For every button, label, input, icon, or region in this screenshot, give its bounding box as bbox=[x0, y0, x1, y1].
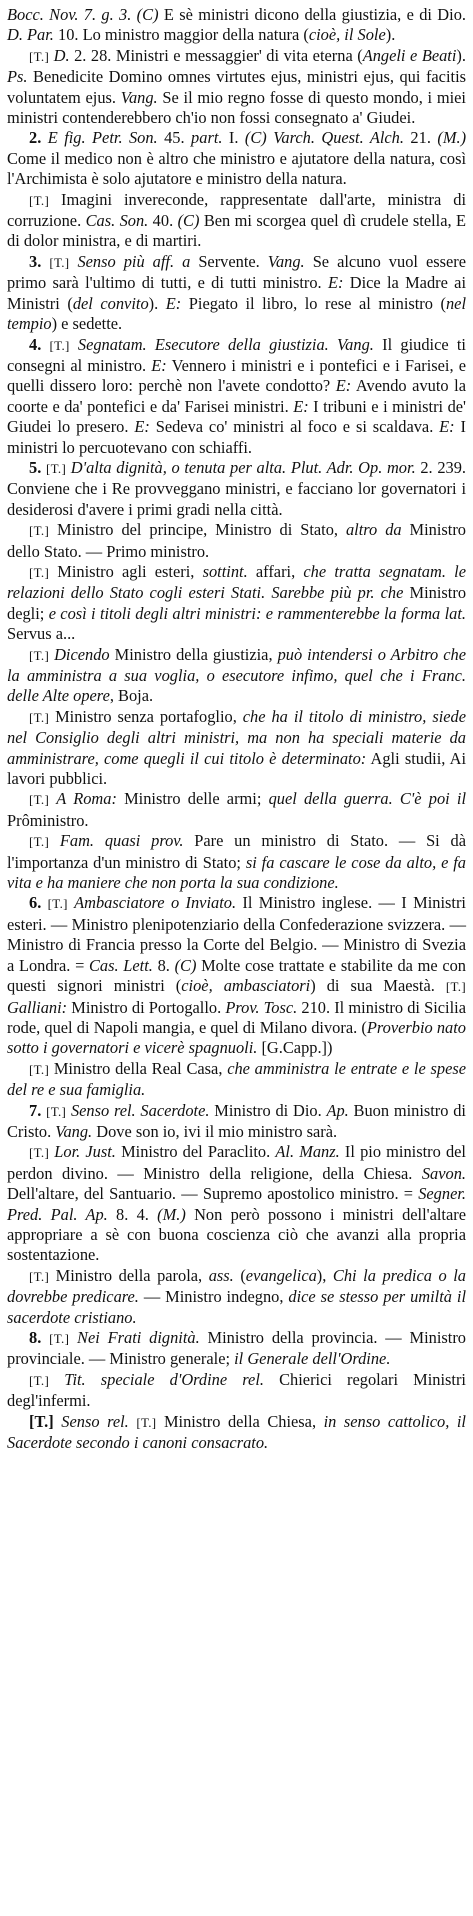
italic-text: Chi la predica o la dovrebbe predicare. bbox=[7, 1265, 466, 1307]
entry-paragraph bbox=[7, 789, 466, 831]
italic-text: Dicendo bbox=[54, 644, 110, 664]
italic-text: A Roma: bbox=[56, 789, 117, 809]
italic-text: Galliani: bbox=[7, 997, 68, 1017]
text-run: ). bbox=[148, 293, 166, 313]
italic-text: E: bbox=[293, 396, 309, 416]
entry-paragraph bbox=[7, 5, 466, 46]
text-run: Ministro della parola, bbox=[49, 1265, 209, 1285]
italic-text: E: bbox=[439, 417, 455, 437]
text-run: ( bbox=[233, 1265, 246, 1285]
text-run: Benedicite Domino omnes virtutes ejus, ministri ejus, qui facitis voluntatem ejus. bbox=[7, 67, 466, 107]
text-run bbox=[69, 1328, 77, 1347]
text-run: — Ministro indegno, bbox=[138, 1287, 289, 1307]
entry-paragraph bbox=[7, 645, 466, 707]
italic-text: cioè, ambasciatori bbox=[181, 976, 311, 996]
entry-paragraph bbox=[7, 893, 466, 1058]
entry-paragraph bbox=[7, 1412, 466, 1454]
italic-text: Ambasciatore o Inviato. bbox=[74, 893, 237, 913]
italic-text: che tratta segnatam. le relazioni dello Stato cogli esteri Stati. Sarebbe più pr. che bbox=[7, 561, 466, 603]
entry-paragraph bbox=[7, 458, 466, 520]
text-run: ) di sua Maestà. bbox=[310, 976, 446, 996]
text-run: I ministri lo percuotevano con schiaffi. bbox=[7, 417, 466, 457]
section-number: 2. bbox=[29, 128, 42, 148]
text-run: Ben mi scorgea quel dì crudele stella, E di dolor ministra, e di martiri. bbox=[7, 211, 467, 251]
text-run: Chierici regolari Ministri degl'infermi. bbox=[7, 1369, 466, 1411]
entry-paragraph bbox=[7, 128, 466, 189]
italic-text: D. bbox=[53, 45, 70, 65]
text-run: I. bbox=[222, 128, 245, 148]
source-tag: [T.] bbox=[47, 896, 68, 912]
text-run: 10. Lo ministro maggior della natura ( bbox=[53, 25, 309, 45]
text-run: Se il mio regno fosse di questo mondo, i miei ministri contenderebbero ch'io non fossi consegnato a' Giudei. bbox=[7, 87, 466, 128]
italic-text: dice se stesso per umiltà il sacerdote cristiano. bbox=[7, 1287, 467, 1327]
text-run: Agli studii, Ai lavori pubblici. bbox=[7, 748, 467, 789]
italic-text: Fam. quasi prov. bbox=[59, 831, 184, 851]
italic-text: Lor. Just. bbox=[54, 1142, 116, 1162]
source-tag: [T.] bbox=[46, 1103, 67, 1119]
text-run bbox=[49, 1370, 64, 1389]
text-run bbox=[41, 1328, 49, 1347]
text-run: ). bbox=[456, 45, 466, 65]
text-run: 2. 28. Ministri e messaggier' di vita eterna ( bbox=[69, 45, 363, 65]
source-tag: [T.] bbox=[29, 709, 50, 725]
text-run: Avendo avuto la coorte e da' pontefici e da' Farisei ministri. bbox=[7, 376, 466, 416]
text-run: Ministro di Dio. bbox=[209, 1100, 327, 1120]
entry-paragraph bbox=[7, 1370, 466, 1412]
italic-text: E: bbox=[134, 417, 150, 437]
entry-paragraph bbox=[7, 1101, 466, 1143]
text-run: Buon ministro di Cristo. bbox=[7, 1100, 466, 1141]
italic-text: D. Par. bbox=[7, 25, 54, 45]
source-tag: [T.] bbox=[29, 792, 50, 808]
text-run: Molte cose trattate e stabilite da me con questi signori ministri ( bbox=[7, 955, 466, 996]
text-run: Il pio ministro del perdon divino. — Ministro della religione, della Chiesa. bbox=[7, 1142, 466, 1183]
section-number: 3. bbox=[29, 251, 42, 271]
entry-paragraph bbox=[7, 46, 466, 129]
entry-paragraph bbox=[7, 335, 466, 458]
source-tag: [T.] bbox=[45, 460, 67, 476]
italic-text: Vang. bbox=[120, 87, 158, 107]
text-run: 8. 4. bbox=[107, 1204, 158, 1224]
section-number: 8. bbox=[29, 1328, 42, 1347]
text-run: Ministro di Portogallo. bbox=[67, 997, 226, 1017]
text-run: Ministro della Chiesa, bbox=[156, 1411, 324, 1431]
italic-text: Proverbio nato sotto i governatori e vicerè spagnuoli. bbox=[7, 1017, 467, 1058]
section-number: 6. bbox=[29, 893, 42, 913]
source-tag: [T.] bbox=[29, 1372, 50, 1388]
text-run: Come il medico non è altro che ministro e ajutatore della natura, così l'Archimista è solo ajutatore e ministro della natura. bbox=[7, 148, 466, 189]
text-run: Non però possono i ministri dell'altare appropriare a sè con buona coscienza ciò che avanzi alla propria sostentazione. bbox=[7, 1204, 466, 1265]
text-run: Ministro della provincia. — Ministro provinciale. — Ministro generale; bbox=[7, 1328, 466, 1369]
italic-text: Nei Frati dignità. bbox=[77, 1328, 200, 1347]
text-run: Ministro dello Stato. — Primo ministro. bbox=[7, 520, 466, 561]
text-run: ). bbox=[385, 25, 396, 45]
italic-text: può intendersi o Arbitro che la amministra a sua voglia, o esecutore infimo, quel che i Franc. delle Alte opere bbox=[7, 644, 466, 706]
italic-text: che amministra le entrate e le spese del re e sua famiglia. bbox=[7, 1058, 466, 1100]
entry-paragraph bbox=[7, 190, 466, 252]
text-run: ), bbox=[316, 1265, 333, 1285]
section-number: 5. bbox=[29, 457, 42, 477]
text-run: Sedeva co' ministri al foco e si scaldava. bbox=[149, 417, 440, 437]
italic-text: Vang. bbox=[55, 1121, 93, 1141]
text-run: Se alcuno vuol essere primo sarà l'ultimo di tutti, e di tutti ministro. bbox=[7, 251, 467, 293]
italic-text: (M.) bbox=[157, 1204, 186, 1224]
text-run: Piegato il libro, lo rese al ministro ( bbox=[181, 293, 446, 313]
italic-text: Savon. bbox=[421, 1163, 466, 1183]
italic-text: evangelica bbox=[245, 1265, 317, 1285]
text-run bbox=[41, 335, 49, 354]
text-run: Ministro del principe, Ministro di Stato, bbox=[49, 520, 346, 540]
italic-text: (M.) bbox=[437, 128, 467, 148]
source-tag: [T.] bbox=[29, 48, 50, 64]
text-run bbox=[70, 335, 78, 354]
source-tag: [T.] bbox=[136, 1414, 157, 1430]
entry-paragraph bbox=[7, 520, 466, 562]
italic-text: Prov. Tosc. bbox=[225, 997, 298, 1017]
italic-text: Senso rel. Sacerdote. bbox=[70, 1100, 210, 1120]
entry-paragraph bbox=[7, 707, 466, 790]
italic-text: (C) bbox=[177, 211, 200, 231]
text-run: 21. bbox=[403, 128, 438, 148]
text-run: Il giudice ti consegni al ministro. bbox=[7, 334, 466, 375]
italic-text: (C) bbox=[174, 955, 197, 975]
italic-text: Tit. speciale d'Ordine rel. bbox=[64, 1369, 264, 1389]
entry-paragraph bbox=[7, 1142, 466, 1265]
italic-text: sottint. bbox=[202, 561, 248, 581]
source-tag: [T.] bbox=[49, 254, 70, 270]
text-run: affari, bbox=[247, 561, 304, 581]
text-run: 8. bbox=[152, 955, 175, 975]
italic-text: E: bbox=[327, 273, 344, 293]
text-run: Ministro del Paraclito. bbox=[115, 1142, 276, 1162]
source-tag: [T.] bbox=[49, 1331, 70, 1346]
italic-text: E: bbox=[335, 376, 352, 396]
text-run: , Boja. bbox=[109, 686, 154, 706]
italic-text: cioè, il Sole bbox=[308, 25, 386, 45]
text-run: Ministro degli; bbox=[7, 583, 467, 623]
italic-text: si fa cascare le cose da alto, e fa vita e ha maniere che non porta la sua condizione. bbox=[7, 852, 466, 893]
text-run bbox=[49, 831, 60, 850]
italic-text: E: bbox=[151, 355, 167, 375]
source-tag: [T.] bbox=[29, 1268, 50, 1284]
source-tag: [T.] bbox=[29, 1061, 50, 1077]
entry-paragraph bbox=[7, 562, 466, 645]
section-number: 4. bbox=[29, 334, 42, 354]
italic-text: Al. Manz. bbox=[275, 1142, 340, 1162]
text-run: 45. bbox=[157, 128, 192, 148]
entry-paragraph bbox=[7, 831, 466, 893]
text-run: I tribuni e i ministri de' Giudei lo presero. bbox=[7, 396, 467, 437]
italic-text: D'alta dignità, o tenuta per alta. Plut. Adr. Op. mor. bbox=[70, 457, 416, 477]
source-tag: [T.] bbox=[49, 337, 70, 353]
entry-paragraph bbox=[7, 1328, 466, 1370]
section-number: [T.] bbox=[29, 1411, 54, 1431]
italic-text: in senso cattolico, il Sacerdote secondo i canoni consacrato. bbox=[7, 1411, 466, 1453]
section-number: 7. bbox=[29, 1100, 42, 1120]
italic-text: Cas. Lett. bbox=[89, 955, 153, 975]
italic-text: Bocc. Nov. 7. g. 3. (C) bbox=[7, 5, 159, 24]
text-run: Ministro delle armi; bbox=[116, 789, 269, 809]
italic-text: il Generale dell'Ordine. bbox=[234, 1349, 391, 1369]
italic-text: del convito bbox=[72, 293, 149, 313]
italic-text: Senso più aff. a bbox=[77, 251, 191, 271]
text-run: 2. 239. Conviene che i Re provveggano ministri, e facciano lor governatori i desiderosi d'avere i primi gradi nella città. bbox=[7, 457, 467, 519]
text-run: Dice la Madre ai Ministri ( bbox=[7, 273, 466, 313]
source-tag: [T.] bbox=[29, 523, 50, 539]
text-run: [G.Capp.]) bbox=[257, 1038, 333, 1058]
italic-text: altro da bbox=[345, 520, 402, 540]
italic-text: che ha il titolo di ministro, siede nel Consiglio degli altri ministri, ma non ha speciali materie da amministrare, come quegli il cui titolo è determinato: bbox=[7, 706, 466, 768]
text-run: Ministro agli esteri, bbox=[49, 561, 203, 581]
italic-text: Senso rel. bbox=[61, 1411, 129, 1431]
text-run: Pare un ministro di Stato. — Si dà l'importanza d'un ministro di Stato; bbox=[7, 831, 466, 872]
entry-paragraph bbox=[7, 252, 466, 335]
italic-text: Angeli e Beati bbox=[362, 45, 457, 65]
text-run: ) e sedette. bbox=[51, 314, 123, 334]
source-tag: [T.] bbox=[445, 979, 466, 995]
text-run: Ministro senza portafoglio, bbox=[49, 706, 243, 726]
source-tag: [T.] bbox=[29, 1145, 50, 1161]
text-run: Dove son io, ivi il mio ministro sarà. bbox=[92, 1121, 338, 1141]
text-run: Vennero i ministri e i pontefici e i Farisei, e quelli dissero loro: perchè non l'avete condotto? bbox=[7, 355, 466, 396]
italic-text: Ps. bbox=[7, 67, 28, 87]
text-run: Servente. bbox=[190, 251, 268, 271]
source-tag: [T.] bbox=[29, 564, 50, 580]
italic-text: nel tempio bbox=[7, 293, 466, 334]
text-run: 210. Il ministro di Sicilia rode, quel di Napoli mangia, e quel di Milano divora. ( bbox=[7, 997, 466, 1037]
text-run: Dell'altare, del Santuario. — Supremo apostolico ministro. = bbox=[7, 1184, 419, 1204]
text-run: E sè ministri dicono della giustizia, e di Dio. bbox=[158, 5, 466, 24]
italic-text: (C) Varch. Quest. Alch. bbox=[244, 128, 404, 148]
entry-paragraph bbox=[7, 1266, 466, 1328]
source-tag: [T.] bbox=[29, 647, 50, 663]
italic-text: quel della guerra. C'è poi il bbox=[268, 789, 467, 809]
italic-text: part. bbox=[191, 128, 223, 148]
source-tag: [T.] bbox=[29, 834, 50, 850]
italic-text: ass. bbox=[208, 1265, 234, 1285]
text-run: Prôministro. bbox=[7, 810, 89, 830]
text-run: 40. bbox=[148, 211, 178, 231]
italic-text: Cas. Son. bbox=[85, 211, 149, 231]
text-run: Servus a... bbox=[7, 624, 76, 644]
italic-text: E fig. Petr. Son. bbox=[47, 128, 158, 148]
entry-paragraph bbox=[7, 1059, 466, 1101]
italic-text: Segnatam. Esecutore della giustizia. Vang. bbox=[77, 334, 374, 354]
text-run: Ministro della giustizia, bbox=[109, 644, 278, 664]
text-run: Il Ministro inglese. — I Ministri esteri. — Ministro plenipotenziario della Confederazione svizzera. — Ministro di Francia presso la Corte del Belgio. — Ministro di Svezia a Londra. = bbox=[7, 893, 466, 975]
italic-text: E: bbox=[165, 293, 182, 313]
italic-text: Segner. Pred. Pal. Ap. bbox=[7, 1184, 466, 1224]
italic-text: Ap. bbox=[326, 1100, 349, 1120]
italic-text: e così i titoli degli altri ministri: e rammenterebbe la forma lat. bbox=[48, 603, 466, 623]
source-tag: [T.] bbox=[29, 192, 50, 208]
text-run: Ministro della Real Casa, bbox=[49, 1058, 228, 1078]
text-run: Imagini invereconde, rappresentate dall'arte, ministra di corruzione. bbox=[7, 189, 466, 231]
italic-text: Vang. bbox=[267, 251, 305, 271]
